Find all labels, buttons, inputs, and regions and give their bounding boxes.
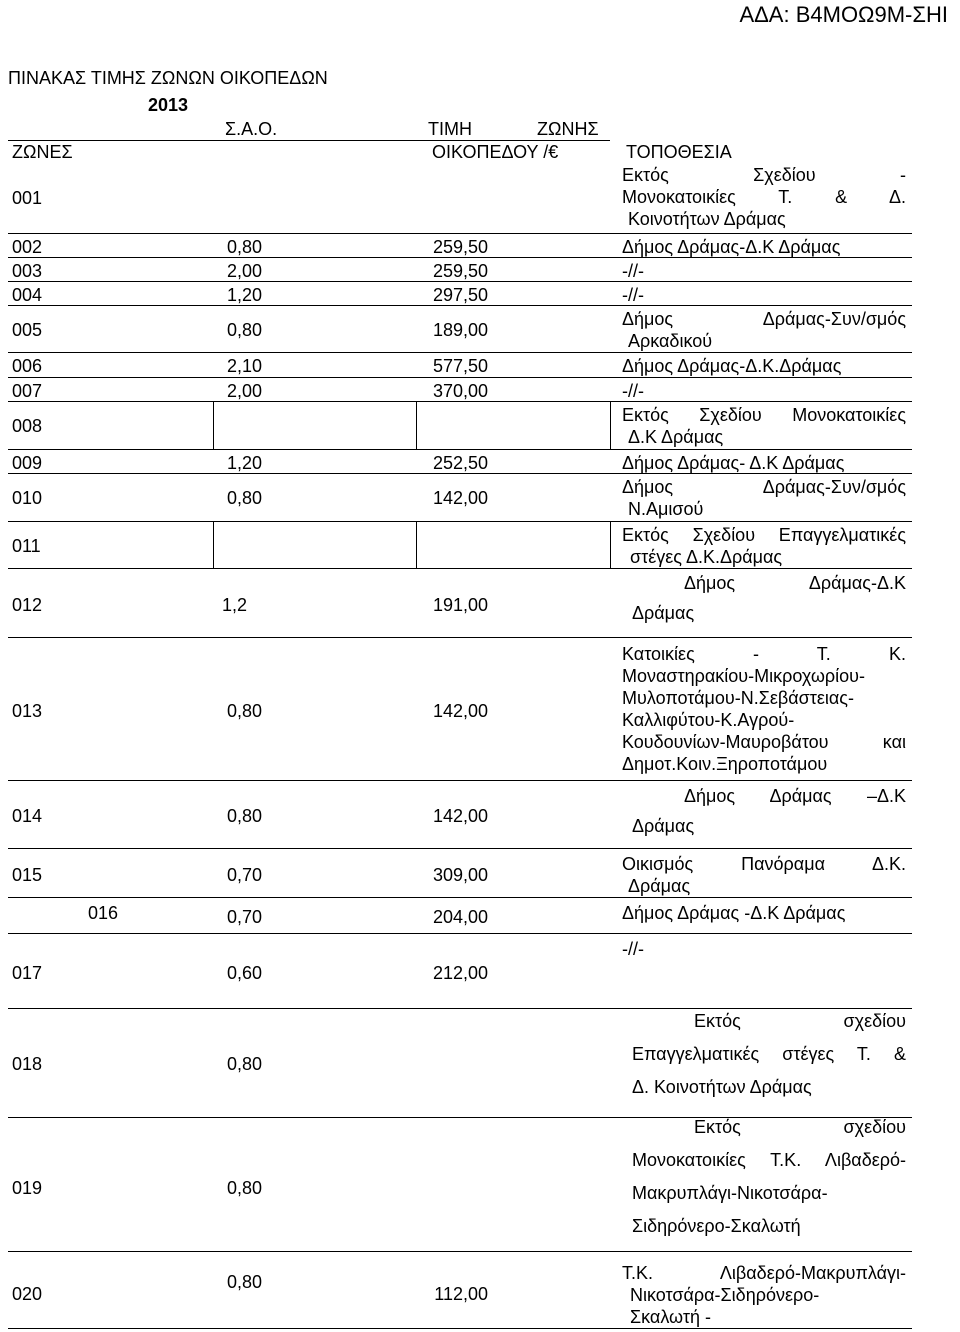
location-line: Δήμος Δράμας-Δ.Κ Δράμας (622, 237, 841, 257)
location-cell (622, 476, 906, 520)
price-value: 309,00 (432, 865, 488, 885)
location-cell (622, 404, 906, 448)
price-value: 370,00 (432, 381, 488, 401)
price-value: 259,50 (432, 261, 488, 281)
location-cell (622, 236, 906, 258)
col-header-price-line2: ΟΙΚΟΠΕΔΟΥ /€ (432, 142, 559, 162)
location-cell (622, 853, 906, 897)
location-line: Δήμος Δράμας-Δ.Κ.Δράμας (622, 356, 842, 376)
zone-code: 012 (12, 595, 43, 615)
location-line: Κατοικίες - Τ. Κ. (622, 644, 906, 664)
location-line: Εκτός Σχεδίου Μονοκατοικίες (622, 405, 906, 425)
sao-value: 0,80 (226, 320, 262, 340)
zone-code: 007 (12, 381, 43, 401)
location-line: Δράμας (628, 876, 691, 896)
location-line: στέγες Δ.Κ.Δράμας (630, 547, 783, 567)
zone-code: 013 (12, 701, 43, 721)
location-line: Σκαλωτή - (630, 1307, 711, 1327)
location-line: Μονοκατοικίες Τ.Κ. Λιβαδερό- (632, 1150, 906, 1170)
price-value: 191,00 (432, 595, 488, 615)
zone-code: 015 (12, 865, 43, 885)
col-header-location: ΤΟΠΟΘΕΣΙΑ (626, 142, 732, 162)
sao-value: 0,80 (226, 1272, 262, 1292)
zone-code: 005 (12, 320, 43, 340)
location-cell (622, 380, 906, 402)
location-cell (632, 785, 906, 837)
location-line: Δημοτ.Κοιν.Ξηροποτάμου (622, 754, 828, 774)
price-value: 252,50 (432, 453, 488, 473)
price-value: 212,00 (432, 963, 488, 983)
zone-code: 008 (12, 416, 43, 436)
sao-value: 1,20 (226, 285, 262, 305)
location-line: Μακρυπλάγι-Νικοτσάρα- (632, 1183, 828, 1203)
location-line: Μονοκατοικίες Τ. & Δ. (622, 187, 906, 207)
zone-code: 004 (12, 285, 43, 305)
price-value: 142,00 (432, 701, 488, 721)
zone-code: 010 (12, 488, 43, 508)
location-line: Σιδηρόνερο-Σκαλωτή (632, 1216, 801, 1236)
location-line: Καλλιφύτου-Κ.Αγρού- (622, 710, 795, 730)
col-header-sao: Σ.Α.Ο. (225, 119, 278, 139)
zone-code: 001 (12, 188, 43, 208)
col-header-zones: ΖΩΝΕΣ (12, 142, 73, 162)
sao-value: 0,80 (226, 488, 262, 508)
year-label: 2013 (148, 95, 189, 115)
location-line: Εκτός Σχεδίου Επαγγελματικές (622, 525, 906, 545)
location-line: Δράμας (632, 603, 695, 623)
location-line: Δήμος Δράμας -Δ.Κ Δράμας (622, 903, 846, 923)
location-cell (622, 260, 906, 282)
zone-code: 017 (12, 963, 43, 983)
zone-code: 011 (12, 536, 41, 556)
location-line: Δ.Κ Δράμας (628, 427, 724, 447)
location-line: Δήμος Δράμας –Δ.Κ (684, 786, 906, 806)
location-line: Κοινοτήτων Δράμας (628, 209, 786, 229)
zone-code: 014 (12, 806, 43, 826)
sao-value: 2,10 (226, 356, 262, 376)
location-cell (622, 1262, 906, 1328)
sao-value: 0,80 (226, 1054, 262, 1074)
location-line: Τ.Κ. Λιβαδερό-Μακρυπλάγι- (622, 1263, 906, 1283)
sao-value: 0,80 (226, 806, 262, 826)
location-cell (622, 164, 906, 230)
location-line: -//- (622, 381, 644, 401)
zone-code: 019 (12, 1178, 43, 1198)
location-line: Κουδουνίων-Μαυροβάτου και (622, 732, 906, 752)
location-cell (622, 524, 906, 568)
col-header-price-line1: ΤΙΜΗ ΖΩΝΗΣ (428, 119, 599, 139)
sao-value: 0,80 (226, 237, 262, 257)
sao-value: 2,00 (226, 381, 262, 401)
sao-value: 2,00 (226, 261, 262, 281)
location-cell (622, 452, 906, 474)
price-value: 142,00 (432, 488, 488, 508)
location-line: Νικοτσάρα-Σιδηρόνερο- (630, 1285, 820, 1305)
price-value: 112,00 (434, 1284, 488, 1304)
location-line: Δήμος Δράμας- Δ.Κ Δράμας (622, 453, 845, 473)
location-line: Επαγγελματικές στέγες Τ. & (632, 1044, 906, 1064)
zone-code: 009 (12, 453, 43, 473)
zone-code: 003 (12, 261, 43, 281)
location-cell (632, 1116, 906, 1248)
zone-code: 002 (12, 237, 43, 257)
location-line: -//- (622, 285, 644, 305)
sao-value: 0,60 (226, 963, 262, 983)
location-line: Ν.Αμισού (628, 499, 704, 519)
location-cell (622, 284, 906, 306)
price-value: 259,50 (432, 237, 488, 257)
zone-code: 018 (12, 1054, 43, 1074)
price-value: 577,50 (432, 356, 488, 376)
location-line: -//- (622, 939, 644, 959)
location-line: Μοναστηρακίου-Μικροχωρίου- (622, 666, 865, 686)
zone-code: 006 (12, 356, 43, 376)
location-line: Δήμος Δράμας-Συν/σμός (622, 477, 906, 497)
zone-code: 020 (12, 1284, 43, 1304)
price-value: 297,50 (432, 285, 488, 305)
location-cell (622, 355, 906, 377)
sao-value: 1,2 (222, 595, 248, 615)
price-value: 204,00 (432, 907, 488, 927)
price-value: 189,00 (432, 320, 488, 340)
location-line: Μυλοποτάμου-Ν.Σεβάστειας- (622, 688, 854, 708)
location-cell (632, 572, 906, 624)
location-line: Εκτός σχεδίου (694, 1011, 906, 1031)
location-line: Εκτός Σχεδίου - (622, 165, 906, 185)
price-value: 142,00 (432, 806, 488, 826)
location-cell (632, 1010, 906, 1109)
location-line: Εκτός σχεδίου (694, 1117, 906, 1137)
location-line: Αρκαδικού (628, 331, 713, 351)
sao-value: 0,70 (226, 865, 262, 885)
location-line: Οικισμός Πανόραμα Δ.Κ. (622, 854, 906, 874)
sao-value: 1,20 (226, 453, 262, 473)
page-title: ΠΙΝΑΚΑΣ ΤΙΜΗΣ ΖΩΝΩΝ ΟΙΚΟΠΕΔΩΝ (8, 68, 328, 88)
sao-value: 0,70 (226, 907, 262, 927)
document-code: ΑΔΑ: Β4ΜΟΩ9Μ-ΣΗΙ (739, 2, 948, 27)
location-cell (622, 902, 906, 924)
zone-code: 016 (88, 903, 119, 923)
location-line: Δήμος Δράμας-Δ.Κ (684, 573, 906, 593)
location-line: -//- (622, 261, 644, 281)
location-line: Δήμος Δράμας-Συν/σμός (622, 309, 906, 329)
location-cell (622, 308, 906, 352)
location-line: Δράμας (632, 816, 695, 836)
sao-value: 0,80 (226, 1178, 262, 1198)
location-cell (622, 938, 906, 960)
location-line: Δ. Κοινοτήτων Δράμας (632, 1077, 812, 1097)
sao-value: 0,80 (226, 701, 262, 721)
location-cell (622, 643, 906, 775)
